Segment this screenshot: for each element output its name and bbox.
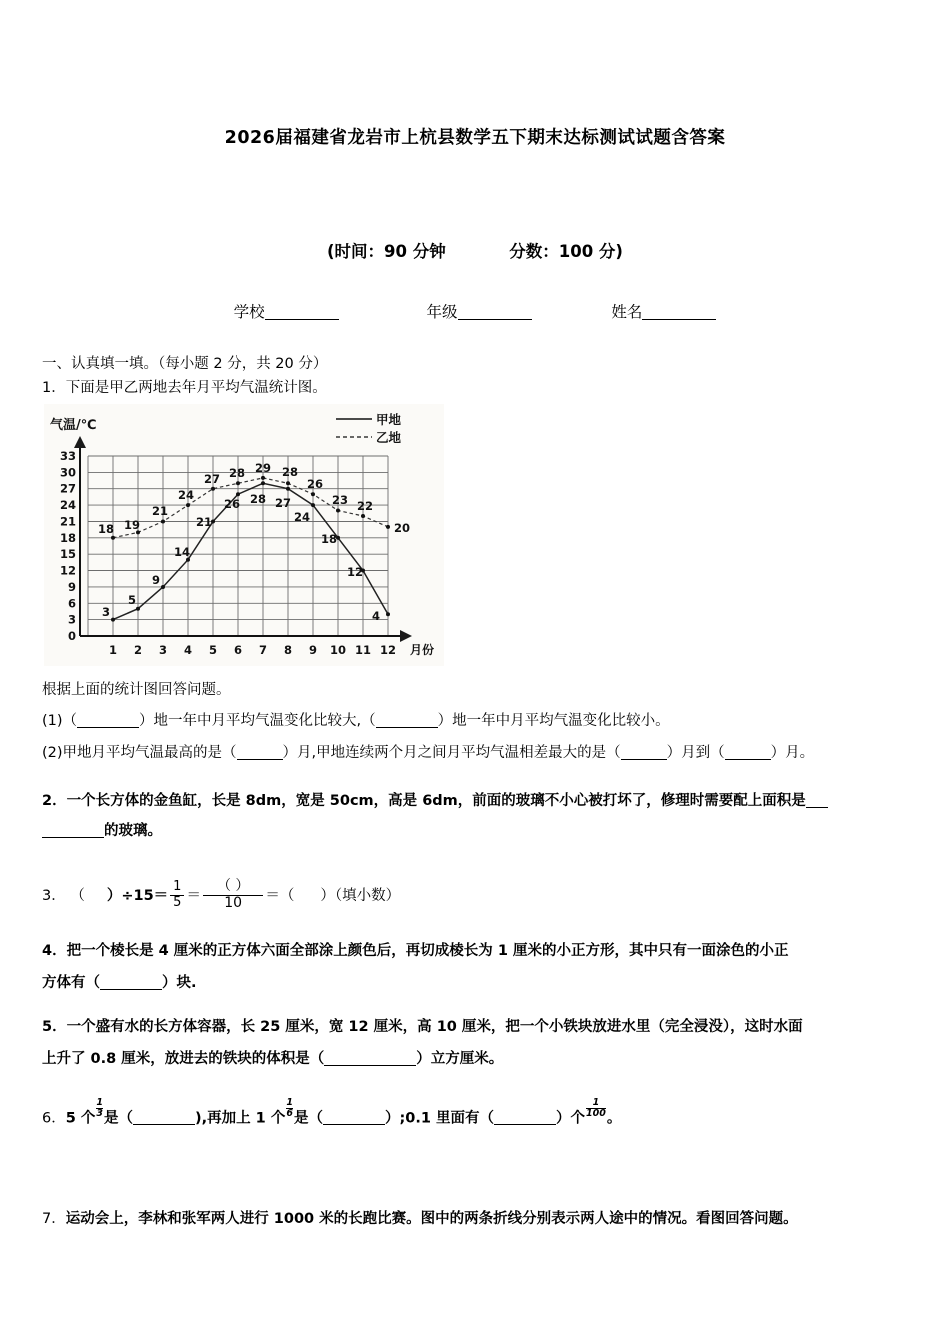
q4-blank[interactable] [100, 989, 162, 990]
svg-text:20: 20 [394, 521, 411, 535]
q3-fraction-2[interactable]: $\frac{( )}{10}$ [203, 879, 263, 911]
time-label: (时间：90 分钟 [327, 242, 446, 261]
svg-text:6: 6 [67, 596, 76, 611]
svg-text:24: 24 [59, 498, 76, 513]
q6-blank-2[interactable] [323, 1124, 385, 1125]
svg-text:5: 5 [128, 593, 137, 607]
svg-text:26: 26 [307, 477, 324, 491]
svg-text:24: 24 [178, 488, 195, 502]
svg-text:33: 33 [59, 449, 76, 463]
svg-text:14: 14 [174, 545, 191, 559]
question-7: 7．运动会上，李林和张军两人进行 1000 米的长跑比赛。图中的两条折线分别表示两人途中的情况。看图回答问题。 [42, 1211, 798, 1227]
svg-text:12: 12 [379, 643, 397, 657]
svg-text:3: 3 [102, 605, 111, 619]
svg-text:12: 12 [347, 565, 364, 579]
q6-number: 6． [42, 1110, 66, 1127]
svg-text:月份: 月份 [409, 643, 435, 657]
svg-text:9: 9 [308, 643, 318, 657]
q6-fraction-2: $\frac{1}{6}$ [286, 1097, 293, 1120]
question-4: 4．把一个棱长是 4 厘米的正方体六面全部涂上颜色后，再切成棱长为 1 厘米的小正方形，其中只有一面涂色的小正 [42, 943, 789, 959]
grade-blank[interactable] [458, 319, 532, 320]
q1-sub2-blank-2[interactable] [621, 759, 667, 760]
section-heading: 一、认真填一填。（每小题 2 分，共 20 分） [42, 356, 328, 372]
question-6: 6．5 个 $\frac{1}{3}$ 是（ ),再加上 1 个 $\frac{1}{6}$ 是（ ）;0.1 里面有（ ）个 $\frac{1}{100}$ 。 [42, 1097, 622, 1127]
svg-text:15: 15 [59, 547, 76, 562]
q6-fraction-1: $\frac{1}{3}$ [96, 1097, 103, 1120]
question-2-cont: 的玻璃。 [42, 818, 162, 844]
svg-text:12: 12 [59, 563, 76, 578]
svg-text:3: 3 [67, 612, 76, 627]
student-fields [0, 300, 950, 322]
svg-text:1: 1 [108, 643, 118, 657]
exam-meta [0, 238, 950, 262]
name-blank[interactable] [642, 319, 716, 320]
page-title: 2026届福建省龙岩市上杭县数学五下期末达标测试试题含答案 [224, 127, 726, 148]
question-3: 3． （ ）÷15＝ $\frac{1}{5}$ ＝ $\frac{( )}{10}$ ＝（ ）（填小数） [42, 878, 401, 911]
field-name: 姓名 [611, 300, 716, 322]
svg-text:4: 4 [372, 609, 381, 623]
question-4-cont: 方体有（ ）块. [42, 975, 197, 991]
svg-text:18: 18 [321, 532, 338, 546]
q2-blank-b[interactable] [42, 837, 104, 838]
question-2: 2．一个长方体的金鱼缸，长是 8dm，宽是 50cm，高是 6dm，前面的玻璃不小心被打坏了，修理时需要配上面积是 [42, 788, 828, 814]
svg-text:21: 21 [152, 504, 169, 518]
field-grade: 年级 [426, 300, 531, 322]
svg-text:18: 18 [98, 522, 115, 536]
field-school: 学校 [234, 300, 339, 322]
q4-number: 4． [42, 943, 67, 959]
svg-text:7: 7 [258, 643, 268, 657]
svg-text:28: 28 [282, 465, 299, 479]
q2-number: 2． [42, 793, 67, 809]
svg-text:26: 26 [224, 497, 241, 511]
svg-text:8: 8 [283, 643, 293, 657]
svg-text:21: 21 [59, 514, 76, 529]
svg-text:30: 30 [59, 465, 76, 480]
q3-number: 3． [42, 888, 66, 905]
svg-text:28: 28 [250, 492, 267, 506]
question-1-stem: 1．下面是甲乙两地去年月平均气温统计图。 [42, 380, 327, 396]
svg-text:3: 3 [158, 643, 168, 657]
svg-text:11: 11 [354, 643, 372, 657]
q6-blank-3[interactable] [494, 1124, 556, 1125]
q5-number: 5． [42, 1019, 67, 1035]
q6-blank-1[interactable] [133, 1124, 195, 1125]
school-blank[interactable] [265, 319, 339, 320]
q1-sub1-blank-1[interactable] [77, 727, 139, 728]
svg-text:9: 9 [67, 579, 76, 594]
svg-text:19: 19 [124, 518, 141, 532]
chart-ylabel: 气温/℃ [50, 418, 97, 433]
q1-sub2-blank-1[interactable] [237, 759, 283, 760]
q1-sub2-blank-3[interactable] [725, 759, 771, 760]
svg-text:4: 4 [183, 643, 193, 657]
svg-text:0: 0 [67, 629, 76, 643]
legend-label-jiadi: 甲地 [376, 412, 402, 427]
legend-label-yidi: 乙地 [376, 430, 402, 445]
q1-sub1-blank-2[interactable] [376, 727, 438, 728]
svg-text:27: 27 [59, 481, 76, 496]
score-label: 分数：100 分) [509, 242, 623, 261]
svg-text:5: 5 [208, 643, 218, 657]
chart-svg [44, 404, 444, 666]
svg-text:28: 28 [229, 466, 246, 480]
temperature-line-chart [44, 404, 444, 666]
q7-number: 7． [42, 1211, 66, 1227]
q5-blank[interactable] [324, 1065, 416, 1066]
svg-text:21: 21 [196, 515, 213, 529]
svg-text:27: 27 [204, 472, 221, 486]
question-5-cont: 上升了 0.8 厘米，放进去的铁块的体积是（ ）立方厘米。 [42, 1051, 504, 1067]
svg-text:18: 18 [59, 530, 76, 545]
q3-fraction-1: $\frac{1}{5}$ [170, 880, 184, 910]
svg-text:6: 6 [233, 643, 243, 657]
q1-number: 1． [42, 380, 66, 396]
svg-text:23: 23 [332, 493, 349, 507]
q6-fraction-3: $\frac{1}{100}$ [586, 1097, 606, 1120]
svg-text:29: 29 [255, 461, 272, 475]
svg-text:22: 22 [357, 499, 374, 513]
svg-text:24: 24 [294, 510, 311, 524]
q1-sub1: (1)（ ）地一年中月平均气温变化比较大,（ ）地一年中月平均气温变化比较小。 [42, 713, 670, 729]
svg-text:2: 2 [133, 643, 143, 657]
svg-text:9: 9 [152, 573, 161, 587]
q2-blank-a[interactable] [806, 807, 828, 808]
svg-text:27: 27 [275, 496, 292, 510]
q1-prompt: 根据上面的统计图回答问题。 [42, 682, 231, 698]
svg-text:10: 10 [329, 643, 347, 657]
q1-sub2: (2)甲地月平均气温最高的是（ ）月,甲地连续两个月之间月平均气温相差最大的是（ ）月到（ ）月。 [42, 745, 815, 761]
question-5: 5．一个盛有水的长方体容器，长 25 厘米，宽 12 厘米，高 10 厘米，把一个小铁块放进水里（完全浸没），这时水面 [42, 1019, 803, 1035]
